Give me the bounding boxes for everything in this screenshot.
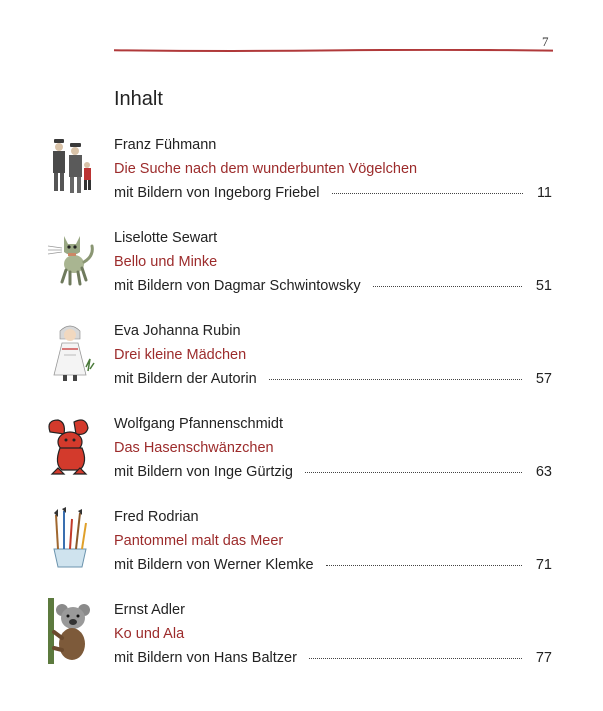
author-name: Ernst Adler — [114, 602, 185, 618]
author-name: Liselotte Sewart — [114, 230, 218, 246]
page-ref[interactable]: 71 — [535, 557, 552, 573]
story-title-link[interactable]: Drei kleine Mädchen — [114, 347, 247, 363]
illustrator-credit: mit Bildern der Autorin — [114, 371, 257, 387]
author-name: Eva Johanna Rubin — [114, 323, 241, 339]
toc-entry[interactable] — [0, 509, 603, 589]
girl-illustration — [40, 319, 102, 385]
page-ref[interactable]: 11 — [536, 185, 552, 201]
toc-entry[interactable] — [0, 230, 603, 310]
story-title-link[interactable]: Bello und Minke — [114, 254, 218, 270]
cat-illustration — [40, 226, 102, 292]
dot-leader — [269, 379, 522, 380]
uniformed-men-illustration — [40, 133, 102, 199]
author-name: Fred Rodrian — [114, 509, 199, 525]
story-title-link[interactable]: Die Suche nach dem wunderbunten Vögelchen — [114, 161, 418, 177]
dot-leader — [305, 472, 522, 473]
credit-line — [114, 464, 552, 480]
credit-line — [114, 557, 552, 573]
page-ref[interactable]: 77 — [535, 650, 552, 666]
toc-entry[interactable] — [0, 602, 603, 682]
author-name: Wolfgang Pfannenschmidt — [114, 416, 284, 432]
koala-illustration — [40, 598, 102, 664]
illustrator-credit: mit Bildern von Hans Baltzer — [114, 650, 297, 666]
credit-line — [114, 650, 552, 666]
illustrator-credit: mit Bildern von Ingeborg Friebel — [114, 185, 320, 201]
credit-line — [114, 278, 552, 294]
rabbit-illustration — [40, 412, 102, 478]
story-title-link[interactable]: Ko und Ala — [114, 626, 185, 642]
story-title-link[interactable]: Das Hasenschwänzchen — [114, 440, 274, 456]
toc-entry[interactable] — [0, 137, 603, 217]
page-title: Inhalt — [114, 88, 163, 110]
toc-entry[interactable] — [0, 416, 603, 496]
page-ref[interactable]: 51 — [535, 278, 552, 294]
credit-line — [114, 371, 552, 387]
author-name: Franz Fühmann — [114, 137, 217, 153]
dot-leader — [332, 193, 523, 194]
dot-leader — [373, 286, 522, 287]
illustrator-credit: mit Bildern von Inge Gürtzig — [114, 464, 293, 480]
illustrator-credit: mit Bildern von Dagmar Schwintowsky — [114, 278, 361, 294]
brushes-illustration — [40, 505, 102, 571]
toc-entry[interactable] — [0, 323, 603, 403]
dot-leader — [309, 658, 522, 659]
story-title-link[interactable]: Pantommel malt das Meer — [114, 533, 284, 549]
page-ref[interactable]: 57 — [535, 371, 552, 387]
dot-leader — [326, 565, 522, 566]
page-ref[interactable]: 63 — [535, 464, 552, 480]
top-rule — [114, 49, 553, 52]
credit-line — [114, 185, 552, 201]
illustrator-credit: mit Bildern von Werner Klemke — [114, 557, 314, 573]
page-number: 7 — [542, 34, 549, 49]
